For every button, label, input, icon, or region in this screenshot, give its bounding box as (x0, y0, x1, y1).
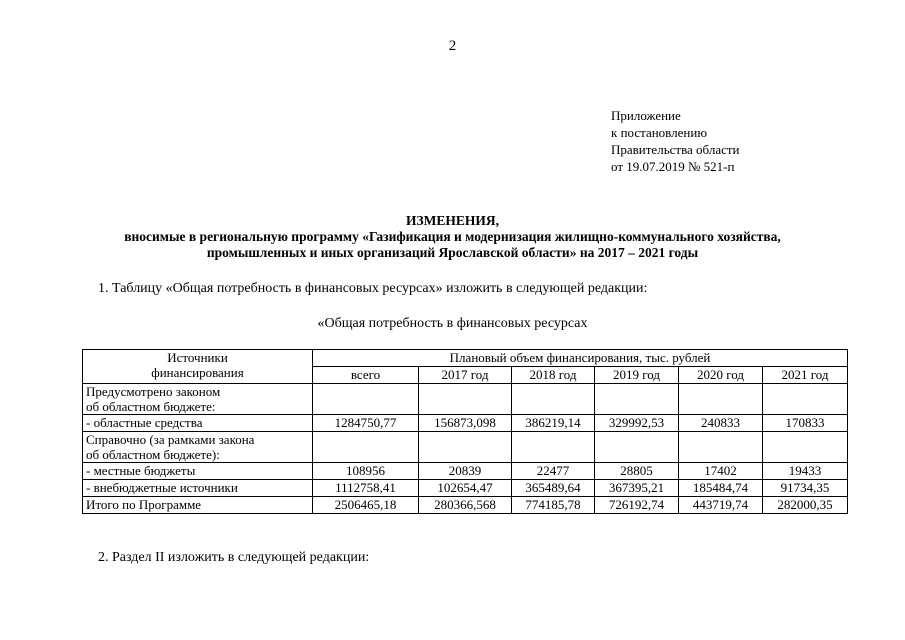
value-cell: 240833 (679, 415, 763, 432)
heading-subtitle: вносимые в региональную программу «Газификация и модернизация жилищно-коммунального хозяйства, (124, 229, 781, 244)
row-label: - внебюджетные источники (83, 480, 313, 497)
value-cell: 2506465,18 (313, 497, 419, 514)
source-header-cell (83, 350, 313, 384)
empty-cell (512, 432, 595, 463)
empty-cell (679, 432, 763, 463)
financing-table (82, 349, 848, 514)
row-label: Итого по Программе (83, 497, 313, 514)
group-label-cell (83, 432, 313, 463)
group-label-text: об областном бюджете: (86, 399, 216, 414)
empty-cell (512, 384, 595, 415)
table-title: «Общая потребность в финансовых ресурсах (317, 316, 588, 331)
table-row (83, 463, 848, 480)
value-cell: 1284750,77 (313, 415, 419, 432)
table-row (83, 415, 848, 432)
value-cell: 20839 (419, 463, 512, 480)
table-total-row (83, 497, 848, 514)
appendix-line: к постановлению (611, 125, 708, 140)
value-cell: 19433 (763, 463, 848, 480)
value-cell: 443719,74 (679, 497, 763, 514)
source-header-text: Источники (167, 350, 228, 365)
page-number: 2 (448, 38, 457, 54)
value-cell: 280366,568 (419, 497, 512, 514)
empty-cell (595, 384, 679, 415)
value-cell: 726192,74 (595, 497, 679, 514)
document-heading (0, 213, 905, 261)
empty-cell (419, 432, 512, 463)
group-label-cell (83, 384, 313, 415)
heading-subtitle: промышленных и иных организаций Ярославской области» на 2017 – 2021 годы (206, 245, 699, 260)
empty-cell (313, 432, 419, 463)
value-cell: 282000,35 (763, 497, 848, 514)
value-cell: 365489,64 (512, 480, 595, 497)
table-row (83, 480, 848, 497)
value-cell: 28805 (595, 463, 679, 480)
column-header: 2018 год (512, 367, 595, 384)
group-label-text: об областном бюджете): (86, 447, 220, 462)
value-cell: 185484,74 (679, 480, 763, 497)
appendix-line: Правительства области (611, 142, 740, 157)
source-header-text: финансирования (151, 365, 244, 380)
appendix-block (611, 107, 740, 175)
empty-cell (679, 384, 763, 415)
appendix-line: Приложение (611, 108, 681, 123)
value-cell: 156873,098 (419, 415, 512, 432)
value-cell: 170833 (763, 415, 848, 432)
value-cell: 367395,21 (595, 480, 679, 497)
plan-header-cell: Плановый объем финансирования, тыс. рублей (313, 350, 848, 367)
empty-cell (313, 384, 419, 415)
column-header: 2017 год (419, 367, 512, 384)
value-cell: 17402 (679, 463, 763, 480)
value-cell: 22477 (512, 463, 595, 480)
table-group-row (83, 384, 848, 415)
appendix-line: от 19.07.2019 № 521-п (611, 159, 735, 174)
empty-cell (763, 384, 848, 415)
value-cell: 91734,35 (763, 480, 848, 497)
group-label-text: Предусмотрено законом (86, 384, 221, 399)
value-cell: 329992,53 (595, 415, 679, 432)
table-group-row (83, 432, 848, 463)
column-header: 2020 год (679, 367, 763, 384)
empty-cell (763, 432, 848, 463)
column-header: всего (313, 367, 419, 384)
empty-cell (419, 384, 512, 415)
row-label: - областные средства (83, 415, 313, 432)
value-cell: 386219,14 (512, 415, 595, 432)
paragraph-1: 1. Таблицу «Общая потребность в финансовых ресурсах» изложить в следующей редакции: (98, 281, 648, 296)
column-header: 2019 год (595, 367, 679, 384)
value-cell: 102654,47 (419, 480, 512, 497)
value-cell: 774185,78 (512, 497, 595, 514)
heading-title: ИЗМЕНЕНИЯ, (405, 213, 499, 228)
row-label: - местные бюджеты (83, 463, 313, 480)
paragraph-2: 2. Раздел II изложить в следующей редакции: (98, 550, 370, 565)
column-header: 2021 год (763, 367, 848, 384)
empty-cell (595, 432, 679, 463)
value-cell: 108956 (313, 463, 419, 480)
value-cell: 1112758,41 (313, 480, 419, 497)
table-header-row (83, 350, 848, 367)
group-label-text: Справочно (за рамками закона (86, 432, 255, 447)
